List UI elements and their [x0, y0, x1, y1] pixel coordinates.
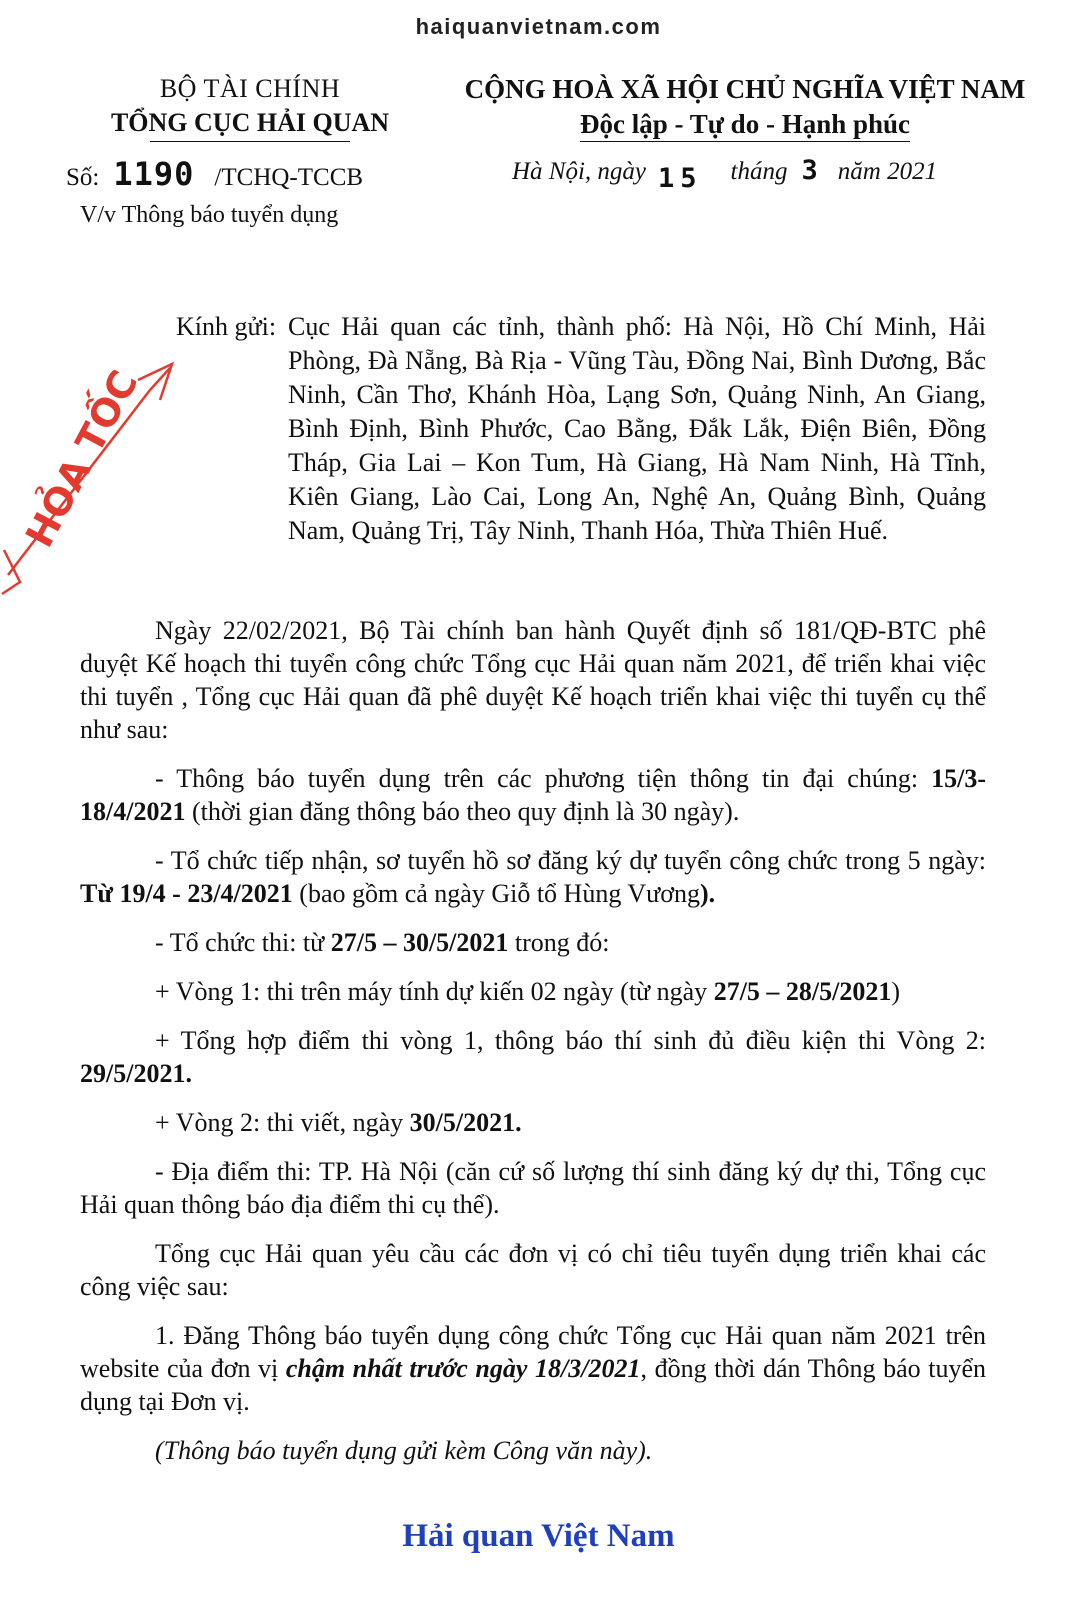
text: trong đó:	[508, 928, 610, 957]
bold-date: 15/3- 18/4/2021	[80, 764, 986, 826]
paragraph-intro: Ngày 22/02/2021, Bộ Tài chính ban hành Quyết định số 181/QĐ-BTC phê duyệt Kế hoạch thi tuyển công chức Tổng cục Hải quan năm 2021, để triển khai việc thi tuyển , Tổng cục Hải quan đã phê duyệt Kế hoạch triển khai việc thi tuyển cụ thể như sau:	[80, 616, 986, 744]
paragraph-attachment-note: (Thông báo tuyển dụng gửi kèm Công văn này).	[155, 1436, 653, 1465]
paragraph-scoring	[80, 1024, 986, 1090]
paragraph-task-1	[80, 1319, 986, 1418]
issuer-block	[40, 74, 460, 142]
paragraph-round-2	[80, 1106, 986, 1139]
text: - Thông báo tuyển dụng trên các phương tiện thông tin đại chúng:	[155, 764, 932, 793]
paragraph-exam	[80, 926, 986, 959]
text: 1. Đăng Thông báo tuyển dụng công chức Tổng cục Hải quan năm 2021 trên website của đơn vị	[80, 1321, 986, 1383]
document-subject: V/v Thông báo tuyển dụng	[80, 202, 339, 228]
text: - Tổ chức tiếp nhận, sơ tuyển hồ sơ đăng ký dự tuyển công chức trong 5 ngày:	[155, 846, 986, 875]
text: + Vòng 2: thi viết, ngày	[155, 1108, 410, 1137]
bold-date: 27/5 – 30/5/2021	[330, 928, 509, 957]
bold-date: 29/5/2021.	[80, 1059, 192, 1088]
text: )	[891, 977, 901, 1006]
paragraph-round-1	[80, 975, 986, 1008]
date-year: năm 2021	[837, 158, 938, 185]
paragraph-reception	[80, 844, 986, 910]
country-name: CỘNG HOÀ XÃ HỘI CHỦ NGHĨA VIỆT NAM	[464, 74, 1026, 104]
document-number	[66, 155, 363, 193]
stamp-text: HỎA TỐC	[17, 363, 147, 555]
text: (thời gian đăng thông báo theo quy định là 30 ngày).	[185, 797, 740, 826]
recipients-label: Kính gửi:	[176, 312, 277, 341]
deadline: chậm nhất trước ngày 18/3/2021	[285, 1354, 641, 1383]
text: , đồng thời dán Thông báo tuyển dụng tại Đơn vị.	[80, 1354, 986, 1416]
date-prefix: Hà Nội, ngày	[512, 158, 647, 185]
date-month: 3	[801, 155, 818, 186]
date-day: 15	[658, 163, 703, 194]
bold-date: 27/5 – 28/5/2021	[713, 977, 892, 1006]
document-body	[80, 614, 986, 1483]
number-suffix: /TCHQ-TCCB	[214, 164, 364, 191]
agency-name: TỔNG CỤC HẢI QUAN	[110, 108, 390, 137]
paragraph-location: - Địa điểm thi: TP. Hà Nội (căn cứ số lượng thí sinh đăng ký dự thi, Tổng cục Hải quan thông báo địa điểm thi cụ thể).	[80, 1157, 986, 1219]
site-watermark: haiquanvietnam.com	[415, 14, 662, 39]
bold-date: 30/5/2021.	[409, 1108, 522, 1137]
text: + Vòng 1: thi trên máy tính dự kiến 02 ngày (từ ngày	[155, 977, 714, 1006]
paragraph-requirements: Tổng cục Hải quan yêu cầu các đơn vị có chỉ tiêu tuyển dụng triển khai các công việc sau:	[80, 1239, 986, 1301]
paragraph-announcement	[80, 762, 986, 828]
recipients	[176, 310, 986, 548]
national-header	[440, 74, 1050, 142]
text: - Tổ chức thi: từ	[155, 928, 331, 957]
bold-date: Từ 19/4 - 23/4/2021	[80, 879, 293, 908]
urgent-stamp	[0, 350, 180, 600]
bold-punct: ).	[699, 879, 716, 908]
agency-underline	[150, 141, 350, 142]
national-motto: Độc lập - Tự do - Hạnh phúc	[580, 109, 910, 142]
document-date	[512, 155, 938, 194]
recipients-list: Cục Hải quan các tỉnh, thành phố: Hà Nội, Hồ Chí Minh, Hải Phòng, Đà Nẵng, Bà Rịa - Vũng Tàu, Đồng Nai, Bình Dương, Bắc Ninh, Cần Thơ, Khánh Hòa, Lạng Sơn, Quảng Ninh, An Giang, Bình Định, Bình Phước, Cao Bằng, Đắk Lắk, Điện Biên, Đồng Tháp, Gia Lai – Kon Tum, Hà Giang, Hà Nam Ninh, Hà Tĩnh, Kiên Giang, Lào Cai, Long An, Nghệ An, Quảng Bình, Quảng Nam, Quảng Trị, Tây Ninh, Thanh Hóa, Thừa Thiên Huế.	[288, 312, 986, 545]
ministry-name: BỘ TÀI CHÍNH	[159, 74, 341, 103]
footer-brand: Hải quan Việt Nam	[402, 1518, 675, 1554]
text: + Tổng hợp điểm thi vòng 1, thông báo thí sinh đủ điều kiện thi Vòng 2:	[155, 1026, 986, 1055]
text: (bao gồm cả ngày Giỗ tổ Hùng Vương	[292, 879, 700, 908]
number-value: 1190	[113, 155, 195, 193]
date-month-label: tháng	[730, 158, 788, 185]
number-label: Số:	[66, 164, 100, 191]
